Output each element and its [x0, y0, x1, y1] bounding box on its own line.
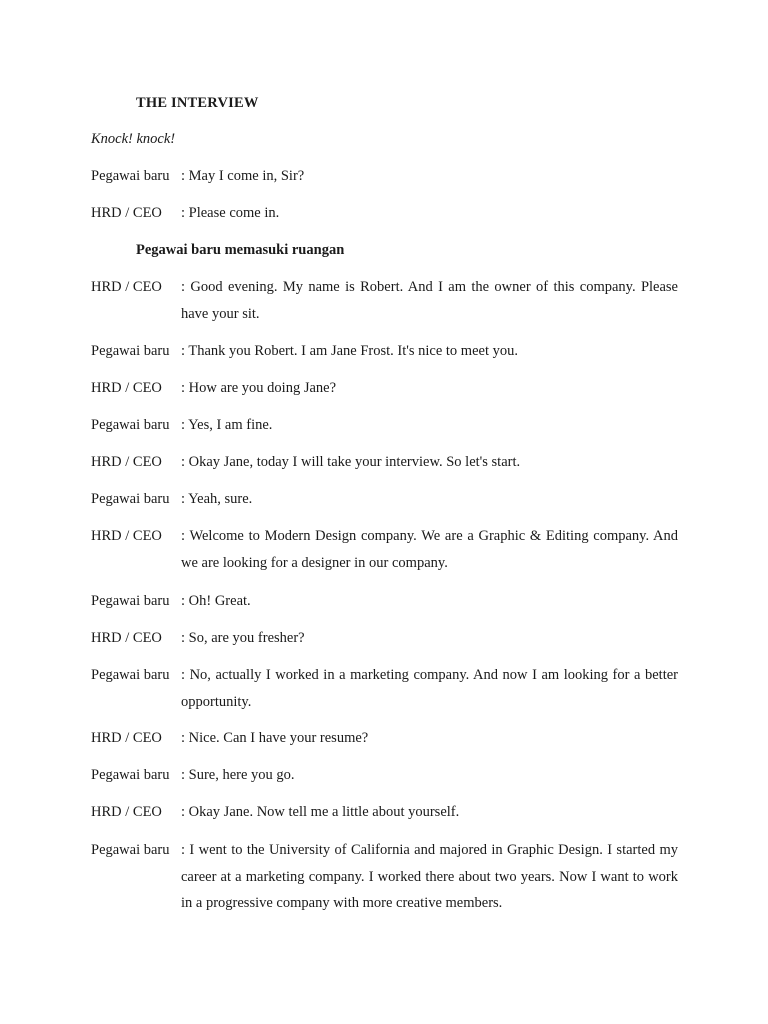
document-title: THE INTERVIEW	[136, 95, 259, 111]
dialogue-line: : Yeah, sure.	[181, 491, 253, 507]
dialogue-line: : Please come in.	[181, 205, 280, 221]
dialogue-row	[91, 662, 678, 715]
dialogue-line: : Oh! Great.	[181, 593, 251, 609]
dialogue-line: : Thank you Robert. I am Jane Frost. It's nice to meet you.	[181, 343, 518, 359]
dialogue-row	[91, 837, 678, 917]
dialogue-line: : Nice. Can I have your resume?	[181, 730, 369, 746]
dialogue-row	[91, 338, 678, 365]
dialogue-line: : I went to the University of California and majored in Graphic Design. I started my career at a marketing company. I worked there about two years. Now I want to work in a progressive company with more creative members.	[181, 842, 678, 911]
dialogue-row	[91, 588, 678, 615]
dialogue-row	[91, 625, 678, 652]
dialogue-line: : Good evening. My name is Robert. And I am the owner of this company. Please have your sit.	[181, 279, 678, 322]
speaker-label: Pegawai baru	[91, 767, 170, 783]
dialogue-row	[91, 762, 678, 789]
dialogue-row	[91, 375, 678, 402]
dialogue-row	[91, 274, 678, 327]
speaker-label: Pegawai baru	[91, 593, 170, 609]
stage-direction: Pegawai baru memasuki ruangan	[136, 242, 345, 258]
dialogue-row	[91, 799, 678, 826]
dialogue-row	[91, 725, 678, 752]
speaker-label: Pegawai baru	[91, 168, 170, 184]
opening-note: Knock! knock!	[91, 131, 176, 147]
dialogue-line: : May I come in, Sir?	[181, 168, 305, 184]
speaker-label: HRD / CEO	[91, 205, 162, 221]
dialogue-line: : Welcome to Modern Design company. We are a Graphic & Editing company. And we are looking for a designer in our company.	[181, 528, 678, 571]
speaker-label: HRD / CEO	[91, 804, 162, 820]
speaker-label: Pegawai baru	[91, 667, 170, 683]
speaker-label: Pegawai baru	[91, 343, 170, 359]
dialogue-line: : How are you doing Jane?	[181, 380, 337, 396]
dialogue-line: : Okay Jane. Now tell me a little about yourself.	[181, 804, 460, 820]
dialogue-line: : Sure, here you go.	[181, 767, 295, 783]
dialogue-line: : Yes, I am fine.	[181, 417, 273, 433]
dialogue-row	[91, 200, 678, 227]
speaker-label: HRD / CEO	[91, 730, 162, 746]
speaker-label: HRD / CEO	[91, 279, 162, 295]
speaker-label: Pegawai baru	[91, 491, 170, 507]
dialogue-row	[91, 523, 678, 576]
dialogue-line: : No, actually I worked in a marketing company. And now I am looking for a better opportunity.	[181, 667, 678, 710]
speaker-label: HRD / CEO	[91, 630, 162, 646]
speaker-label: HRD / CEO	[91, 528, 162, 544]
speaker-label: HRD / CEO	[91, 380, 162, 396]
speaker-label: Pegawai baru	[91, 842, 170, 858]
speaker-label: HRD / CEO	[91, 454, 162, 470]
dialogue-row	[91, 412, 678, 439]
dialogue-row	[91, 449, 678, 476]
dialogue-row	[91, 486, 678, 513]
dialogue-line: : Okay Jane, today I will take your interview. So let's start.	[181, 454, 521, 470]
speaker-label: Pegawai baru	[91, 417, 170, 433]
dialogue-line: : So, are you fresher?	[181, 630, 305, 646]
dialogue-row	[91, 163, 678, 190]
